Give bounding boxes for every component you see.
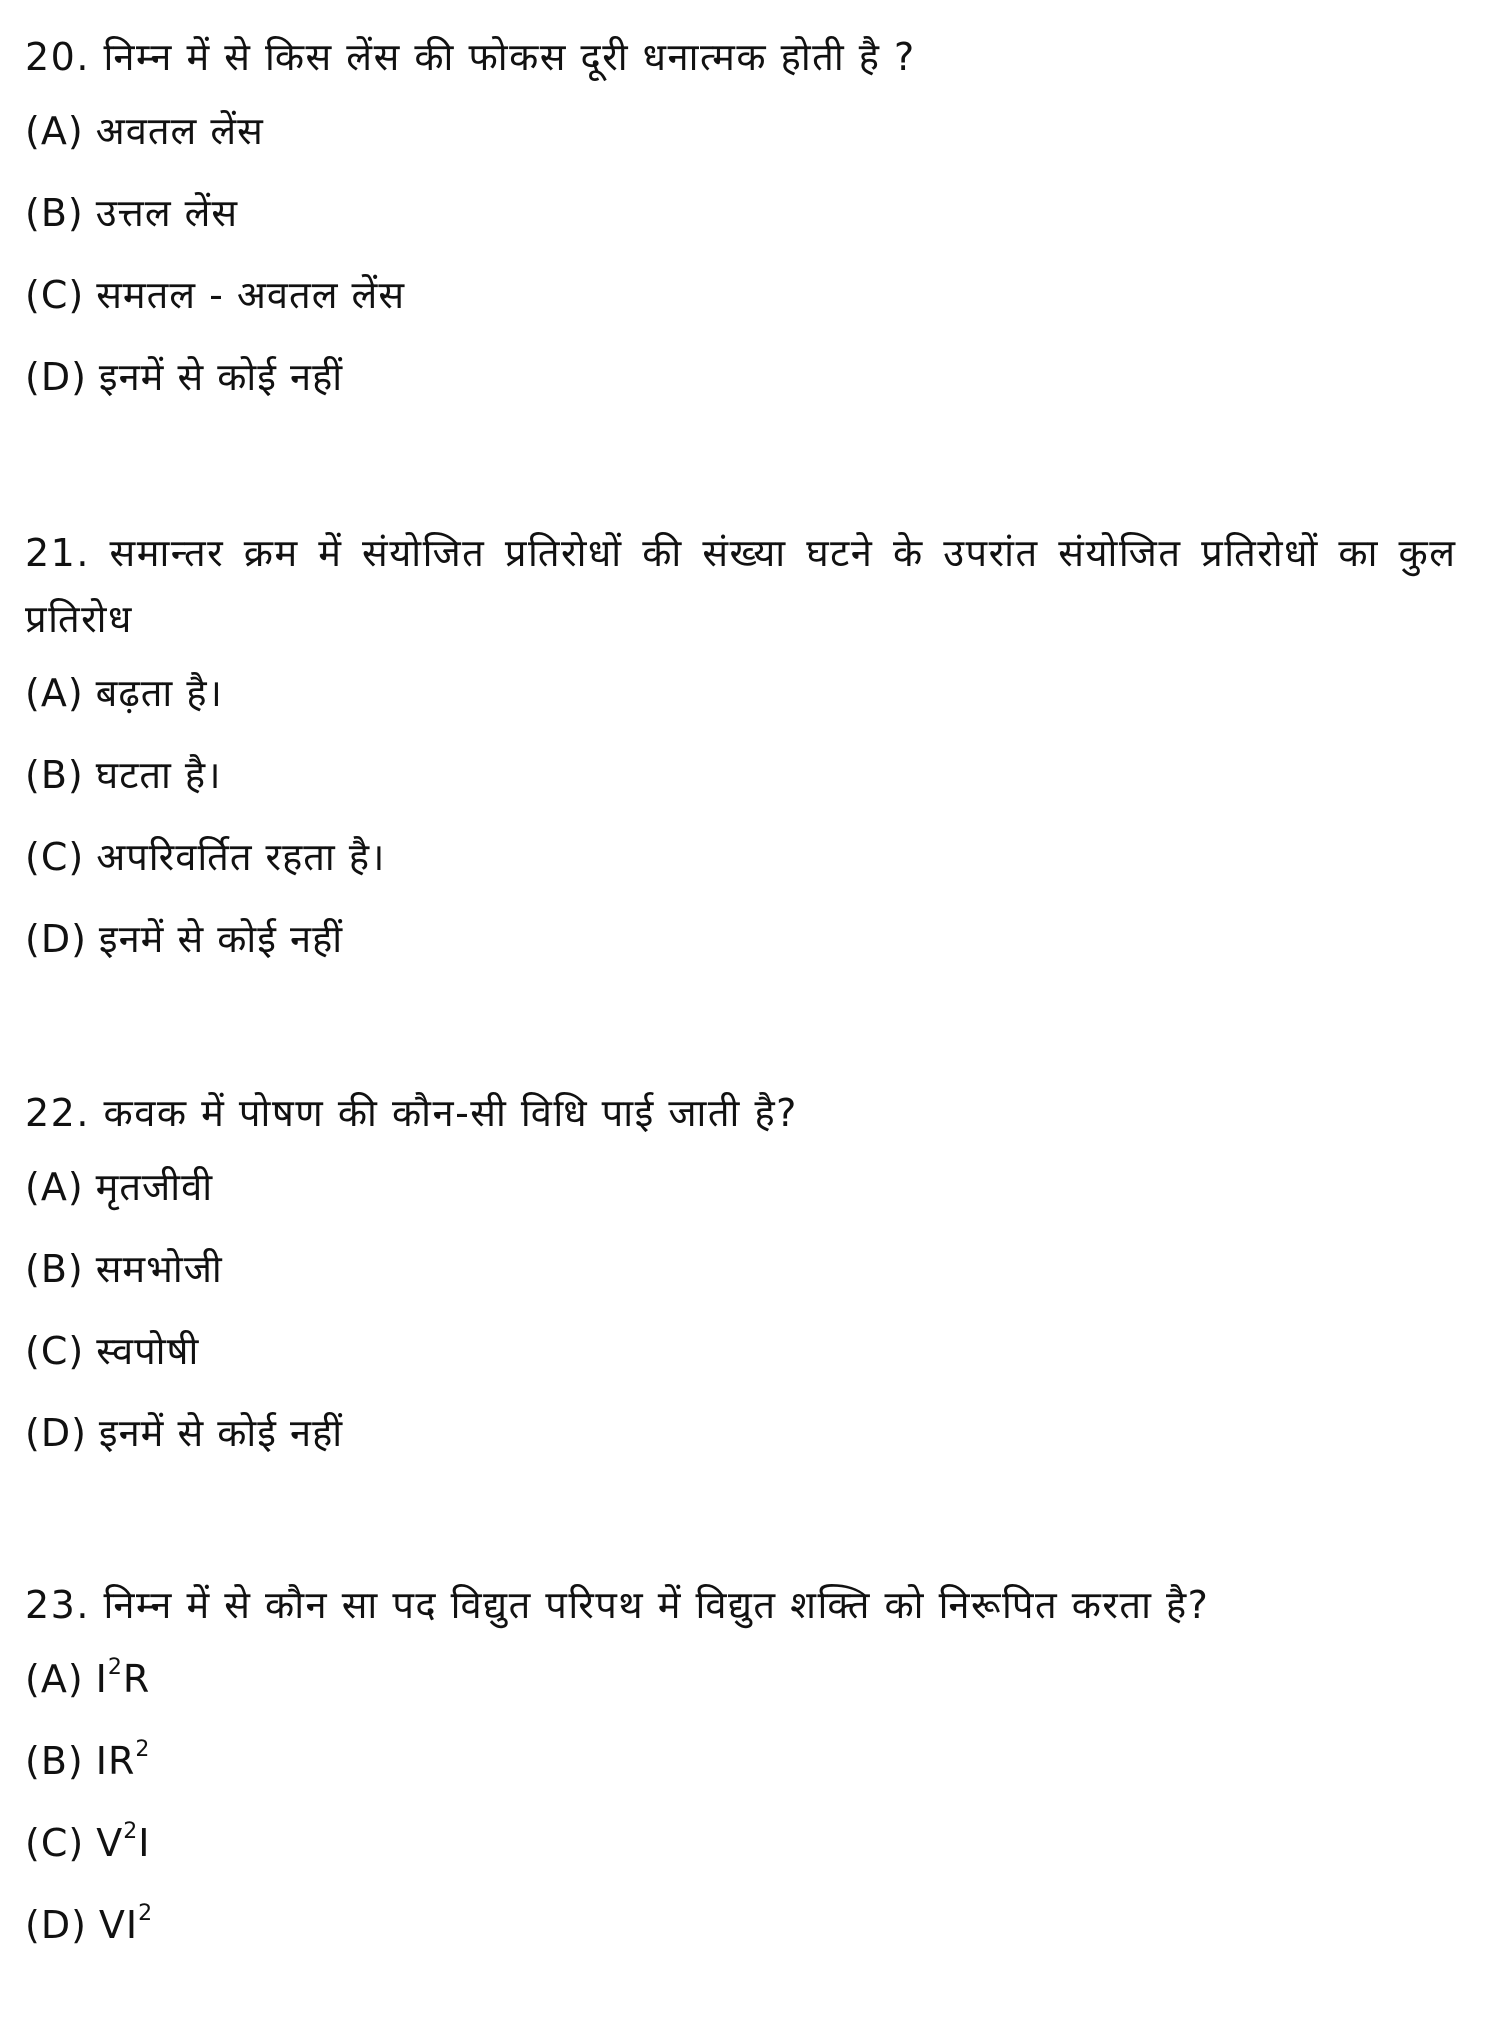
option-label: (B): [25, 753, 84, 797]
formula-exponent: 2: [123, 1819, 139, 1844]
option-label: (C): [25, 1329, 85, 1373]
option-b: [25, 1720, 1209, 1802]
option-text: समतल - अवतल लेंस: [96, 273, 406, 317]
option-d: [25, 1884, 1209, 1966]
option-label: (C): [25, 273, 85, 317]
question-stem: [25, 24, 916, 90]
option-b: [25, 172, 916, 254]
option-text: बढ़ता है।: [95, 671, 223, 715]
option-label: (A): [25, 109, 84, 153]
option-label: (D): [25, 1411, 87, 1455]
formula-tail: I: [138, 1821, 151, 1865]
question-number: 23.: [25, 1583, 90, 1627]
formula-exponent: 2: [135, 1737, 151, 1762]
option-text: मृतजीवी: [95, 1165, 214, 1209]
option-c: [25, 816, 1470, 898]
formula-base: VI: [98, 1903, 139, 1947]
formula-base: I: [95, 1657, 108, 1701]
question-20: [25, 24, 916, 418]
formula-exponent: 2: [138, 1901, 154, 1926]
option-text: इनमें से कोई नहीं: [98, 917, 344, 961]
question-number: 21.: [25, 531, 90, 575]
option-text: उत्तल लेंस: [95, 191, 239, 235]
option-label: (D): [25, 355, 87, 399]
option-text: स्वपोषी: [96, 1329, 200, 1373]
option-c: [25, 1802, 1209, 1884]
option-d: [25, 898, 1470, 980]
question-22: [25, 1080, 798, 1474]
question-text: निम्न में से किस लेंस की फोकस दूरी धनात्मक होती है ?: [103, 35, 916, 79]
option-a: [25, 90, 916, 172]
option-label: (B): [25, 1247, 84, 1291]
formula-base: V: [96, 1821, 124, 1865]
option-a: [25, 1146, 798, 1228]
question-text: निम्न में से कौन सा पद विद्युत परिपथ में विद्युत शक्ति को निरूपित करता है?: [103, 1583, 1210, 1627]
option-label: (A): [25, 1657, 84, 1701]
option-d: [25, 1392, 798, 1474]
option-text: अपरिवर्तित रहता है।: [96, 835, 386, 879]
option-d: [25, 336, 916, 418]
option-label: (D): [25, 1903, 87, 1947]
option-label: (C): [25, 1821, 85, 1865]
question-number: 20.: [25, 35, 90, 79]
option-a: [25, 652, 1470, 734]
option-label: (D): [25, 917, 87, 961]
option-label: (A): [25, 1165, 84, 1209]
question-23: [25, 1572, 1209, 1966]
option-b: [25, 734, 1470, 816]
formula-base: IR: [95, 1739, 136, 1783]
option-text: घटता है।: [95, 753, 222, 797]
question-text: कवक में पोषण की कौन-सी विधि पाई जाती है?: [103, 1091, 798, 1135]
option-text: अवतल लेंस: [95, 109, 264, 153]
question-stem: [25, 1080, 798, 1146]
option-label: (B): [25, 1739, 84, 1783]
option-c: [25, 1310, 798, 1392]
option-label: (B): [25, 191, 84, 235]
option-text: समभोजी: [95, 1247, 223, 1291]
question-stem: [25, 1572, 1209, 1638]
option-label: (A): [25, 671, 84, 715]
formula-exponent: 2: [107, 1655, 123, 1680]
question-stem: [25, 520, 1470, 652]
option-c: [25, 254, 916, 336]
formula-tail: R: [122, 1657, 151, 1701]
question-text: समान्तर क्रम में संयोजित प्रतिरोधों की संख्या घटने के उपरांत संयोजित प्रतिरोधों का कुल प्रतिरोध: [25, 531, 1457, 641]
option-text: इनमें से कोई नहीं: [98, 355, 344, 399]
option-label: (C): [25, 835, 85, 879]
option-b: [25, 1228, 798, 1310]
option-a: [25, 1638, 1209, 1720]
question-21: [25, 520, 1470, 980]
question-number: 22.: [25, 1091, 90, 1135]
option-text: इनमें से कोई नहीं: [98, 1411, 344, 1455]
